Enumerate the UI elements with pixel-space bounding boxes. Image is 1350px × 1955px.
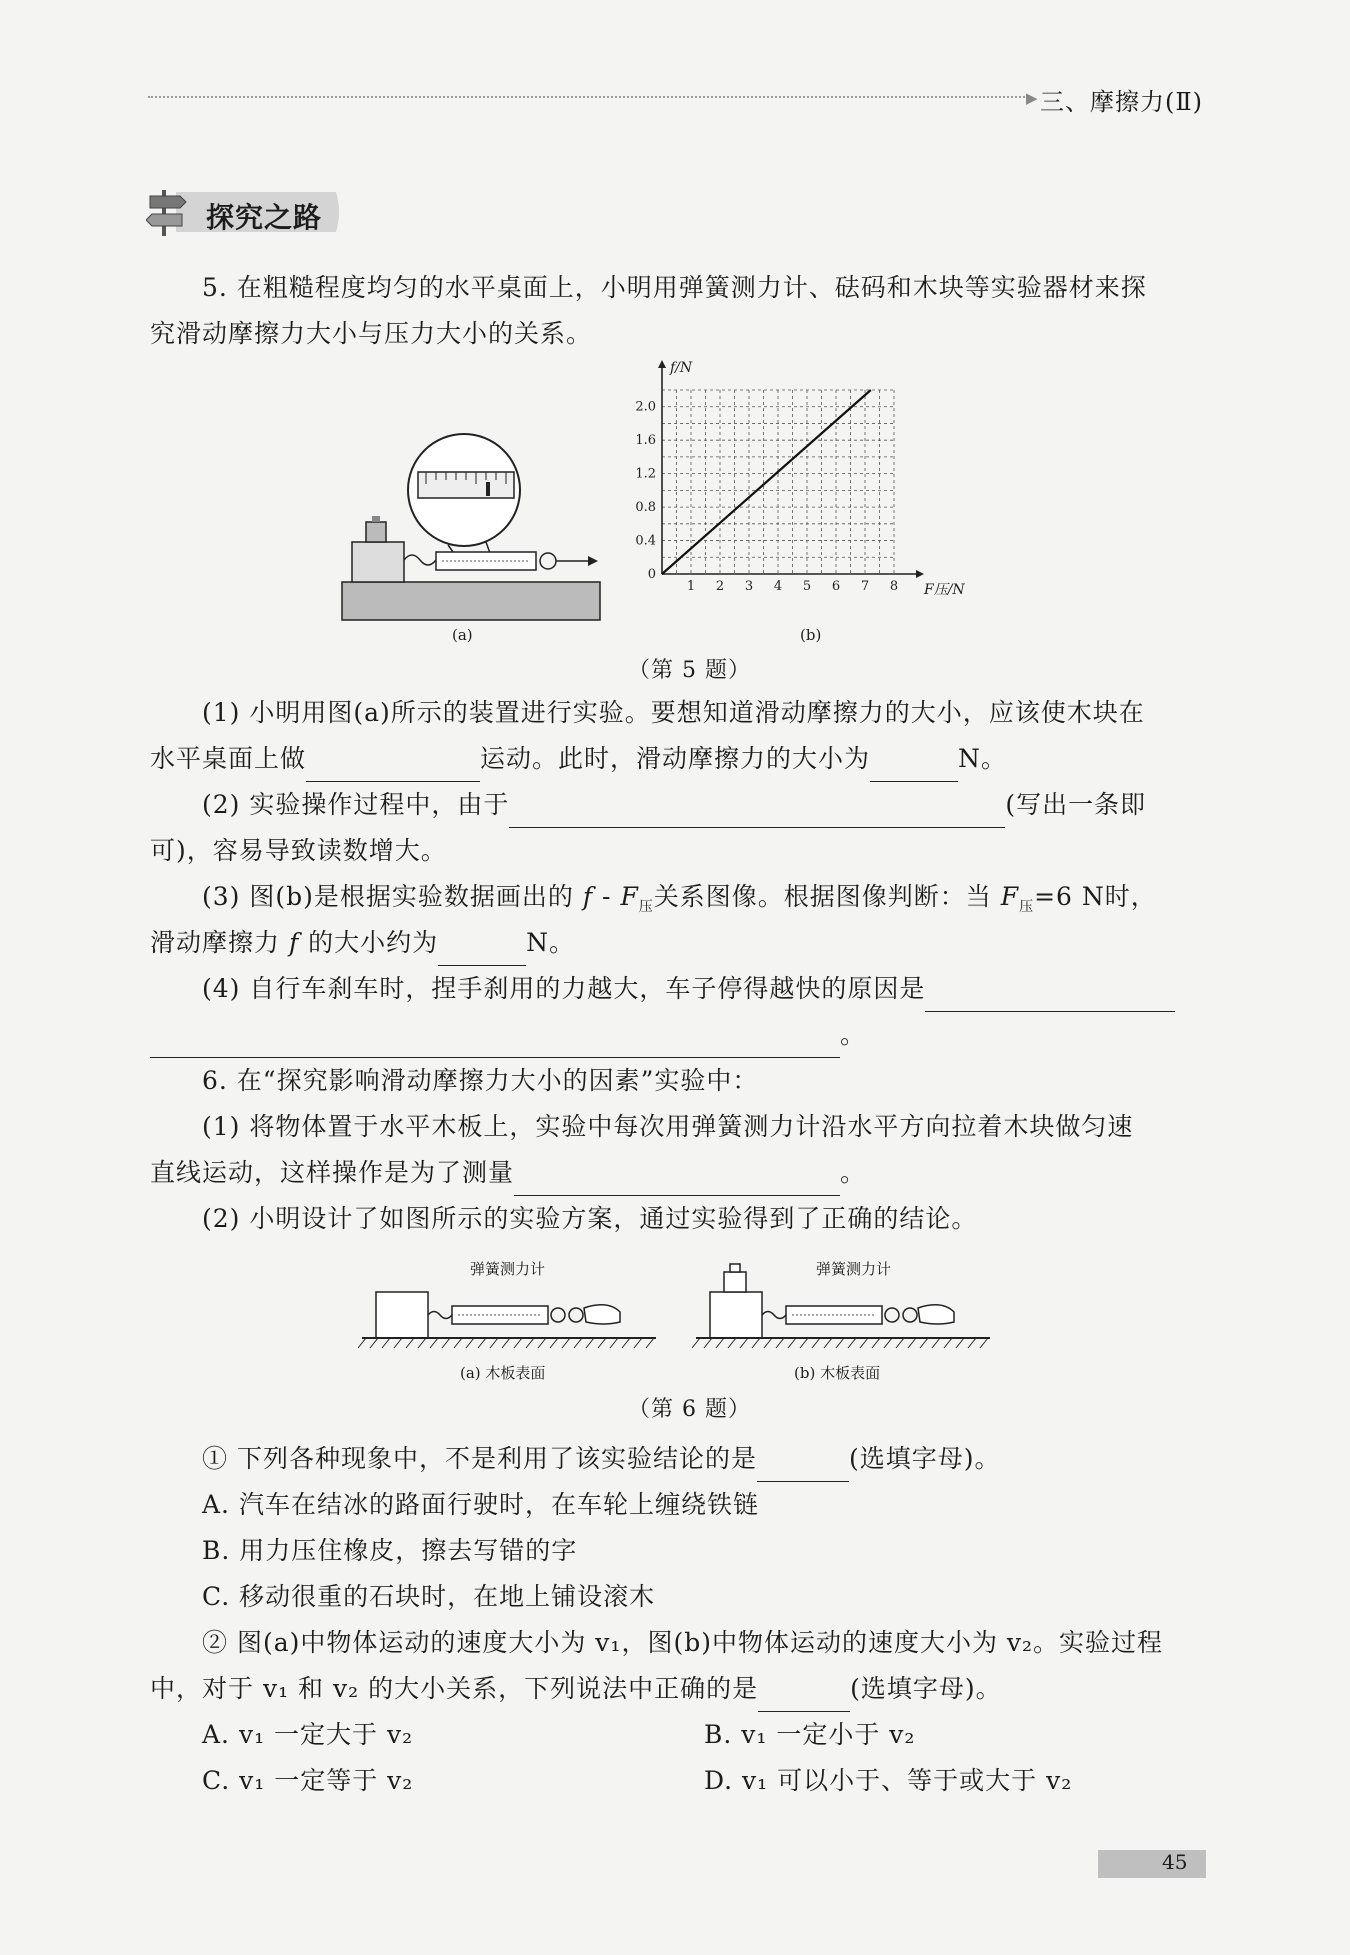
ground-hatch: [872, 1338, 880, 1348]
weight: [366, 522, 386, 542]
ground-hatch: [860, 1338, 868, 1348]
ground-hatch: [956, 1338, 964, 1348]
answer-blank[interactable]: [870, 751, 958, 782]
chapter-title: 三、摩擦力(Ⅱ): [1040, 88, 1204, 116]
q5-part4-line1: (4) 自行车刹车时，捏手刹用的力越大，车子停得越快的原因是: [150, 966, 1206, 1012]
ground-hatch: [418, 1338, 426, 1348]
ground-hatch: [478, 1338, 486, 1348]
y-tick-label: 0.8: [635, 500, 656, 516]
y-axis-arrow: [658, 360, 666, 368]
ground-hatch: [800, 1338, 808, 1348]
ground-hatch: [586, 1338, 594, 1348]
q6-figure-a: [358, 1282, 660, 1352]
ground-hatch: [788, 1338, 796, 1348]
x-axis-arrow: [916, 570, 924, 578]
y-tick-label: 1.6: [635, 433, 656, 449]
q6-stem: 6. 在“探究影响滑动摩擦力大小的因素”实验中：: [202, 1066, 759, 1095]
ground-hatch: [370, 1338, 378, 1348]
ground-hatch: [944, 1338, 952, 1348]
q5-stem-line2: 究滑动摩擦力大小与压力大小的关系。: [150, 319, 593, 348]
series-line: [662, 390, 871, 574]
q6-choice-c: C. v₁ 一定等于 v₂: [202, 1766, 414, 1795]
ground-hatch: [382, 1338, 390, 1348]
answer-blank[interactable]: [509, 797, 1005, 828]
x-tick-label: 7: [860, 579, 870, 594]
x-tick-label: 8: [889, 579, 899, 594]
q6-fig-a-label: (a) 木板表面: [460, 1364, 546, 1382]
q6-sub2-line1: ② 图(a)中物体运动的速度大小为 v₁，图(b)中物体运动的速度大小为 v₂。实验过程: [202, 1628, 1164, 1657]
q6-option-c: C. 移动很重的石块时，在地上铺设滚木: [202, 1582, 656, 1611]
ground-hatch: [764, 1338, 772, 1348]
q5-part2-line1: (2) 实验操作过程中，由于 (写出一条即: [150, 782, 1206, 828]
q6-sub1: ① 下列各种现象中，不是利用了该实验结论的是 (选填字母)。: [150, 1436, 1206, 1482]
ground-hatch: [610, 1338, 618, 1348]
ground-hatch: [776, 1338, 784, 1348]
q6-option-b: B. 用力压住橡皮，擦去写错的字: [202, 1536, 578, 1565]
q6-part1-line1: (1) 将物体置于水平木板上，实验中每次用弹簧测力计沿水平方向拉着木块做匀速: [202, 1112, 1134, 1141]
ground-hatch: [550, 1338, 558, 1348]
ground-hatch: [634, 1338, 642, 1348]
ground-hatch: [692, 1338, 700, 1348]
ground-hatch: [908, 1338, 916, 1348]
chart-axis-labels: [669, 360, 965, 598]
ground-hatch: [920, 1338, 928, 1348]
ground-hatch: [740, 1338, 748, 1348]
ground-hatch: [430, 1338, 438, 1348]
ground-hatch: [406, 1338, 414, 1348]
x-axis-label: F压/N: [924, 582, 965, 598]
chart-axes: [658, 360, 924, 578]
ground-hatch: [812, 1338, 820, 1348]
y-tick-label: 2.0: [635, 399, 656, 415]
q6-caption: （第 6 题）: [628, 1397, 751, 1422]
ground-hatch: [502, 1338, 510, 1348]
q5-stem-line1: 5. 在粗糙程度均匀的水平桌面上，小明用弹簧测力计、砝码和木块等实验器材来探: [202, 273, 1147, 302]
ground-hatch: [752, 1338, 760, 1348]
x-tick-label: 4: [773, 579, 783, 594]
ground-hatch: [968, 1338, 976, 1348]
ground-hatch: [622, 1338, 630, 1348]
q6-sub2-line2: 中，对于 v₁ 和 v₂ 的大小关系，下列说法中正确的是 (选填字母)。: [150, 1666, 1206, 1712]
q5-figure-a: [336, 432, 606, 622]
q6-fig-b-label: (b) 木板表面: [794, 1364, 881, 1382]
q5-part3-line1: (3) 图(b)是根据实验数据画出的 f - $F_压$关系图像。根据图像判断：当 $F_压=6$ N时，: [202, 882, 1157, 915]
y-tick-label: 1.2: [635, 466, 656, 482]
q6-choice-b: B. v₁ 一定小于 v₂: [704, 1720, 916, 1749]
ground-hatch: [526, 1338, 534, 1348]
ground-hatch: [896, 1338, 904, 1348]
q5-chart: [620, 358, 1020, 620]
ground-hatch: [932, 1338, 940, 1348]
section-title: 探究之路: [206, 201, 323, 234]
ground-hatch: [538, 1338, 546, 1348]
q5-part3-line2: 滑动摩擦力 f 的大小约为 N。: [150, 920, 1206, 966]
q6-fig-a-scale-label: 弹簧测力计: [470, 1260, 546, 1278]
x-tick-label: 5: [802, 579, 812, 594]
q6-option-a: A. 汽车在结冰的路面行驶时，在车轮上缠绕铁链: [202, 1490, 759, 1519]
q5-part4-line2: 。: [150, 1012, 1206, 1058]
page-number-bar: [1098, 1850, 1206, 1878]
weight: [724, 1272, 746, 1292]
q6-part2: (2) 小明设计了如图所示的实验方案，通过实验得到了正确的结论。: [202, 1204, 978, 1233]
page-number: 45: [1162, 1850, 1188, 1874]
header-rule: [148, 96, 1028, 98]
ground-hatch: [824, 1338, 832, 1348]
ground-hatch: [490, 1338, 498, 1348]
q5-part1-line1: (1) 小明用图(a)所示的装置进行实验。要想知道滑动摩擦力的大小，应该使木块在: [202, 698, 1145, 727]
ground-hatch: [574, 1338, 582, 1348]
ground-hatch: [836, 1338, 844, 1348]
table-top: [342, 582, 600, 620]
ground-hatch: [728, 1338, 736, 1348]
answer-blank[interactable]: [306, 751, 480, 782]
y-axis-label: f/N: [670, 360, 693, 376]
q6-choice-d: D. v₁ 可以小于、等于或大于 v₂: [704, 1766, 1073, 1795]
ground-hatch: [514, 1338, 522, 1348]
answer-blank[interactable]: [514, 1165, 840, 1196]
answer-blank[interactable]: [150, 1027, 840, 1058]
ground-hatch: [466, 1338, 474, 1348]
ground-hatch: [394, 1338, 402, 1348]
x-tick-label: 1: [686, 579, 696, 594]
ground-hatch: [442, 1338, 450, 1348]
answer-blank[interactable]: [925, 981, 1175, 1012]
answer-blank[interactable]: [438, 935, 526, 966]
chart-ticks: [635, 400, 898, 594]
ground-hatch: [716, 1338, 724, 1348]
header-arrow-icon: ▶: [1026, 89, 1038, 107]
x-tick-label: 3: [744, 579, 754, 594]
q6-fig-b-scale-label: 弹簧测力计: [816, 1260, 892, 1278]
chart-series: [662, 390, 871, 574]
ground-hatch: [884, 1338, 892, 1348]
answer-blank[interactable]: [757, 1451, 849, 1482]
q5-fig-b-label: (b): [800, 626, 822, 644]
wood-block: [352, 542, 404, 582]
wood-block: [710, 1292, 762, 1338]
ground-hatch: [598, 1338, 606, 1348]
wood-block: [376, 1292, 428, 1338]
q6-choice-a: A. v₁ 一定大于 v₂: [202, 1720, 414, 1749]
q5-part1-line2: 水平桌面上做 运动。此时，滑动摩擦力的大小为 N。: [150, 736, 1206, 782]
hand-icon: [584, 1305, 620, 1324]
ground-hatch: [704, 1338, 712, 1348]
q6-part1-line2: 直线运动，这样操作是为了测量 。: [150, 1150, 1206, 1196]
ground-hatch: [562, 1338, 570, 1348]
q5-part2-line2: 可)，容易导致读数增大。: [150, 836, 447, 865]
q5-caption: （第 5 题）: [628, 658, 751, 683]
ground-hatch: [454, 1338, 462, 1348]
q5-fig-a-label: (a): [452, 626, 473, 644]
ground-hatch: [848, 1338, 856, 1348]
x-tick-label: 6: [831, 579, 841, 594]
x-tick-label: 2: [715, 579, 725, 594]
hand-icon: [918, 1305, 954, 1324]
ground-hatch: [358, 1338, 366, 1348]
answer-blank[interactable]: [758, 1681, 850, 1712]
y-tick-label: 0.4: [635, 533, 656, 549]
chart-grid: [662, 390, 894, 574]
y-tick-label: 0: [647, 567, 656, 582]
ground-hatch: [980, 1338, 988, 1348]
ground-hatch: [646, 1338, 654, 1348]
